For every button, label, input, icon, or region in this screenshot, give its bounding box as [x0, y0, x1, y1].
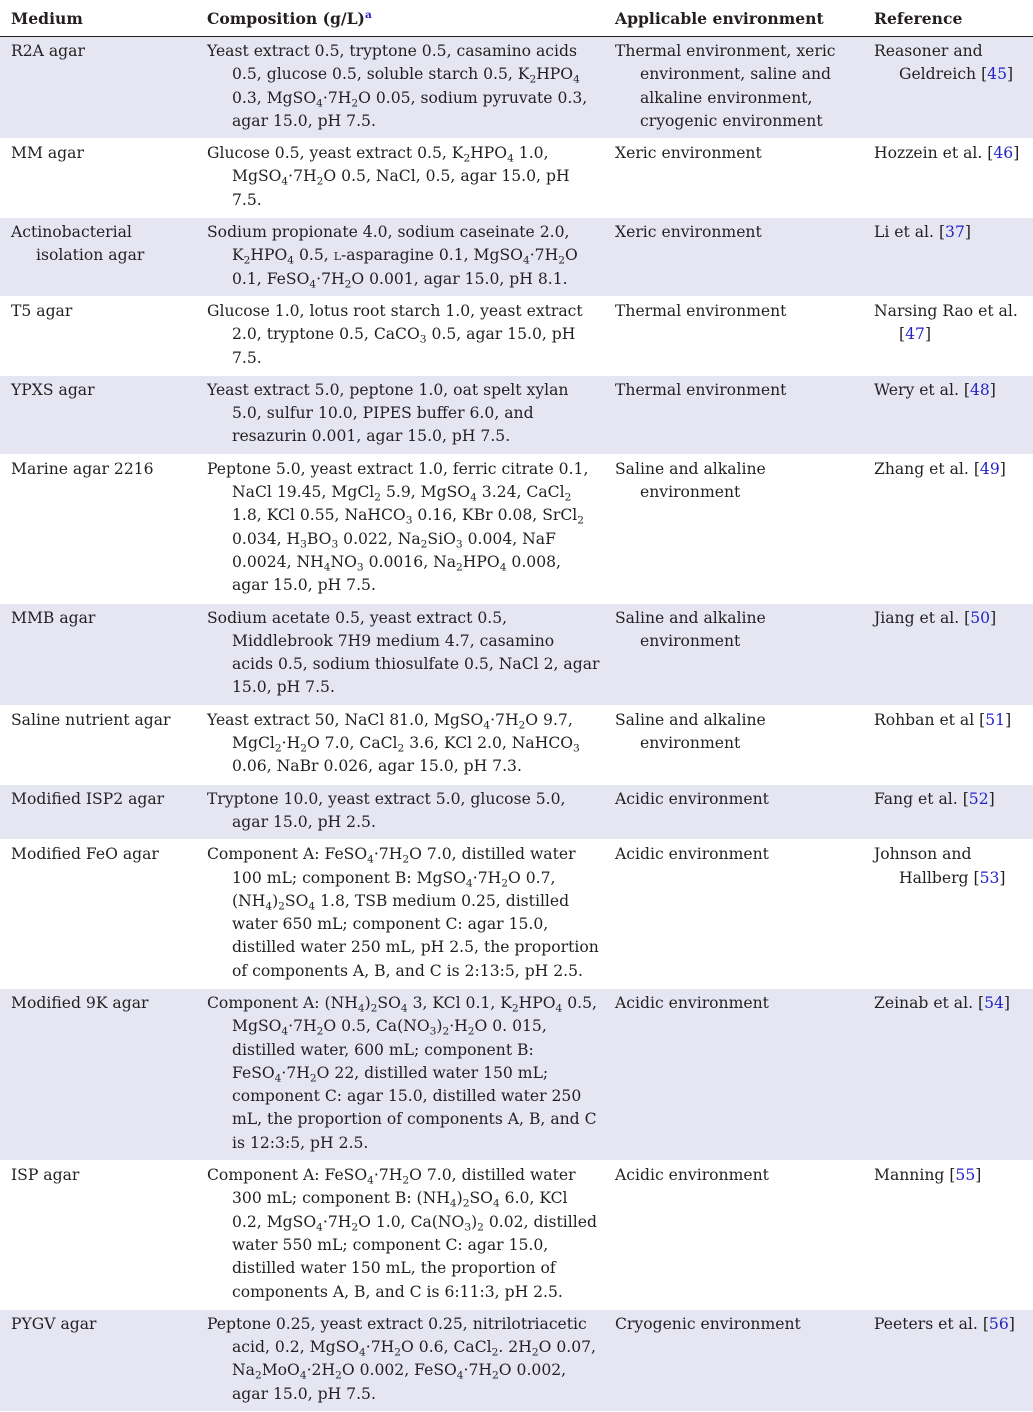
- table-row: [0, 1161, 1033, 1310]
- reference-cell: Zeinab et al. [54]: [863, 988, 1033, 1160]
- citation-link[interactable]: 55: [955, 1166, 976, 1185]
- composition-cell: Yeast extract 5.0, peptone 1.0, oat spelt xylan 5.0, sulfur 10.0, PIPES buffer 6.0, and resazurin 0.001, agar 15.0, pH 7.5.: [196, 375, 604, 454]
- environment-cell: Thermal environment: [604, 296, 863, 375]
- citation-link[interactable]: 45: [987, 65, 1007, 84]
- table-row: [0, 296, 1033, 375]
- reference-cell: Zhang et al. [49]: [863, 454, 1033, 603]
- citation-link[interactable]: 46: [993, 144, 1014, 163]
- composition-cell: Peptone 0.25, yeast extract 0.25, nitrilotriacetic acid, 0.2, $MgSO_4\cdot 7H_2O$ 0.6, CaCl$_2$. $2H_2O$ 0.07, $Na_2MoO_4\cdot 2H_2O$ 0.002, $FeSO_4\cdot 7H_2O$ 0.002, agar 15.0, pH 7.5.: [196, 1309, 604, 1411]
- table-row: [0, 139, 1033, 218]
- composition-cell: Component A: $(NH_4)_2SO_4$ 3, KCl 0.1, $K_2HPO_4$ 0.5, $MgSO_4\cdot 7H_2O$ 0.5, $Ca(NO_3)_2\cdot H_2O$ 0. 015, distilled water, 600 mL; component B: $FeSO_4\cdot 7H_2O$ 22, distilled water 150 mL; component C: agar 15.0, distilled water 250 mL, the proportion of components A, B, and C is 12:3:5, pH 2.5.: [196, 988, 604, 1160]
- environment-cell: Acidic environment: [604, 988, 863, 1160]
- medium-cell: T5 agar: [0, 296, 196, 375]
- composition-cell: Glucose 0.5, yeast extract 0.5, $K_2HPO_4$ 1.0, $MgSO_4\cdot 7H_2O$ 0.5, NaCl, 0.5, agar 15.0, pH 7.5.: [196, 139, 604, 218]
- environment-cell: Saline and alkaline environment: [604, 603, 863, 705]
- environment-cell: Saline and alkaline environment: [604, 454, 863, 603]
- environment-cell: Thermal environment, xeric environment, saline and alkaline environment, cryogenic environment: [604, 37, 863, 139]
- citation-link[interactable]: 51: [985, 710, 1006, 729]
- reference-cell: Rohban et al [51]: [863, 705, 1033, 784]
- reference-cell: Manning [55]: [863, 1161, 1033, 1310]
- composition-cell: Tryptone 10.0, yeast extract 5.0, glucose 5.0, agar 15.0, pH 2.5.: [196, 784, 604, 840]
- environment-cell: Acidic environment: [604, 784, 863, 840]
- citation-link[interactable]: 52: [968, 789, 989, 808]
- reference-cell: Johnson and Hallberg [53]: [863, 840, 1033, 989]
- footnote-marker[interactable]: a: [364, 9, 372, 22]
- composition-cell: Glucose 1.0, lotus root starch 1.0, yeast extract 2.0, tryptone 0.5, CaCO$_3$ 0.5, agar 15.0, pH 7.5.: [196, 296, 604, 375]
- environment-cell: Thermal environment: [604, 375, 863, 454]
- medium-cell: Modified ISP2 agar: [0, 784, 196, 840]
- medium-cell: Marine agar 2216: [0, 454, 196, 603]
- citation-link[interactable]: 48: [969, 380, 990, 399]
- reference-cell: Hozzein et al. [46]: [863, 139, 1033, 218]
- medium-cell: YPXS agar: [0, 375, 196, 454]
- environment-cell: Xeric environment: [604, 218, 863, 297]
- composition-cell: Yeast extract 50, NaCl 81.0, $MgSO_4\cdot 7H_2O$ 9.7, $MgCl_2\cdot H_2O$ 7.0, CaCl$_2$ 3.6, KCl 2.0, NaHCO$_3$ 0.06, NaBr 0.026, agar 15.0, pH 7.3.: [196, 705, 604, 784]
- reference-cell: Narsing Rao et al. [47]: [863, 296, 1033, 375]
- environment-cell: Xeric environment: [604, 139, 863, 218]
- header-environment: Applicable environment: [604, 0, 863, 37]
- citation-link[interactable]: 56: [988, 1314, 1009, 1333]
- reference-cell: Wery et al. [48]: [863, 375, 1033, 454]
- header-medium: Medium: [0, 0, 196, 37]
- composition-cell: Sodium acetate 0.5, yeast extract 0.5, Middlebrook 7H9 medium 4.7, casamino acids 0.5, sodium thiosulfate 0.5, NaCl 2, agar 15.0, pH 7.5.: [196, 603, 604, 705]
- composition-cell: Sodium propionate 4.0, sodium caseinate 2.0, $K_2HPO_4$ 0.5, l-asparagine 0.1, $MgSO_4\cdot 7H_2O$ 0.1, $FeSO_4\cdot 7H_2O$ 0.001, agar 15.0, pH 8.1.: [196, 218, 604, 297]
- citation-link[interactable]: 49: [979, 459, 1000, 478]
- medium-cell: MMB agar: [0, 603, 196, 705]
- table-row: [0, 375, 1033, 454]
- citation-link[interactable]: 47: [905, 325, 925, 344]
- table-row: [0, 1309, 1033, 1411]
- medium-cell: ISP agar: [0, 1161, 196, 1310]
- reference-cell: Peeters et al. [56]: [863, 1309, 1033, 1411]
- table-row: [0, 37, 1033, 139]
- header-reference: Reference: [863, 0, 1033, 37]
- medium-cell: Modified FeO agar: [0, 840, 196, 989]
- table-row: [0, 218, 1033, 297]
- environment-cell: Acidic environment: [604, 1161, 863, 1310]
- composition-cell: Yeast extract 0.5, tryptone 0.5, casamino acids 0.5, glucose 0.5, soluble starch 0.5, $K_2HPO_4$ 0.3, $MgSO_4\cdot 7H_2O$ 0.05, sodium pyruvate 0.3, agar 15.0, pH 7.5.: [196, 37, 604, 139]
- header-composition: Composition $(g/L)^a$: [196, 0, 604, 37]
- environment-cell: Saline and alkaline environment: [604, 705, 863, 784]
- table-row: [0, 705, 1033, 784]
- table-row: [0, 603, 1033, 705]
- environment-cell: Acidic environment: [604, 840, 863, 989]
- composition-cell: Component A: $FeSO_4\cdot 7H_2O$ 7.0, distilled water 300 mL; component B: $(NH_4)_2SO_4$ 6.0, KCl 0.2, $MgSO_4\cdot 7H_2O$ 1.0, $Ca(NO_3)_2$ 0.02, distilled water 550 mL; component C: agar 15.0, distilled water 150 mL, the proportion of components A, B, and C is 6:11:3, pH 2.5.: [196, 1161, 604, 1310]
- composition-cell: Component A: $FeSO_4\cdot 7H_2O$ 7.0, distilled water 100 mL; component B: $MgSO_4\cdot 7H_2O$ 0.7, $(NH_4)_2SO_4$ 1.8, TSB medium 0.25, distilled water 650 mL; component C: agar 15.0, distilled water 250 mL, pH 2.5, the proportion of components A, B, and C is 2:13:5, pH 2.5.: [196, 840, 604, 989]
- reference-cell: Jiang et al. [50]: [863, 603, 1033, 705]
- composition-cell: Peptone 5.0, yeast extract 1.0, ferric citrate 0.1, NaCl 19.45, MgCl$_2$ 5.9, MgSO$_4$ 3.24, CaCl$_2$ 1.8, KCl 0.55, NaHCO$_3$ 0.16, KBr 0.08, SrCl$_2$ 0.034, $H_3BO_3$ 0.022, $Na_2SiO_3$ 0.004, NaF 0.0024, $NH_4NO_3$ 0.0016, $Na_2HPO_4$ 0.008, agar 15.0, pH 7.5.: [196, 454, 604, 603]
- table-row: [0, 454, 1033, 603]
- table-row: [0, 988, 1033, 1160]
- citation-link[interactable]: 50: [970, 608, 991, 627]
- medium-cell: MM agar: [0, 139, 196, 218]
- table-row: [0, 840, 1033, 989]
- citation-link[interactable]: 53: [979, 868, 1000, 887]
- medium-cell: Saline nutrient agar: [0, 705, 196, 784]
- reference-cell: Reasoner and Geldreich [45]: [863, 37, 1033, 139]
- table-row: [0, 784, 1033, 840]
- environment-cell: Cryogenic environment: [604, 1309, 863, 1411]
- table-header-row: [0, 0, 1033, 37]
- medium-cell: R2A agar: [0, 37, 196, 139]
- medium-cell: Actinobacterial isolation agar: [0, 218, 196, 297]
- medium-cell: Modified 9K agar: [0, 988, 196, 1160]
- reference-cell: Li et al. [37]: [863, 218, 1033, 297]
- citation-link[interactable]: 54: [984, 993, 1004, 1012]
- citation-link[interactable]: 37: [945, 223, 965, 242]
- reference-cell: Fang et al. [52]: [863, 784, 1033, 840]
- medium-cell: PYGV agar: [0, 1309, 196, 1411]
